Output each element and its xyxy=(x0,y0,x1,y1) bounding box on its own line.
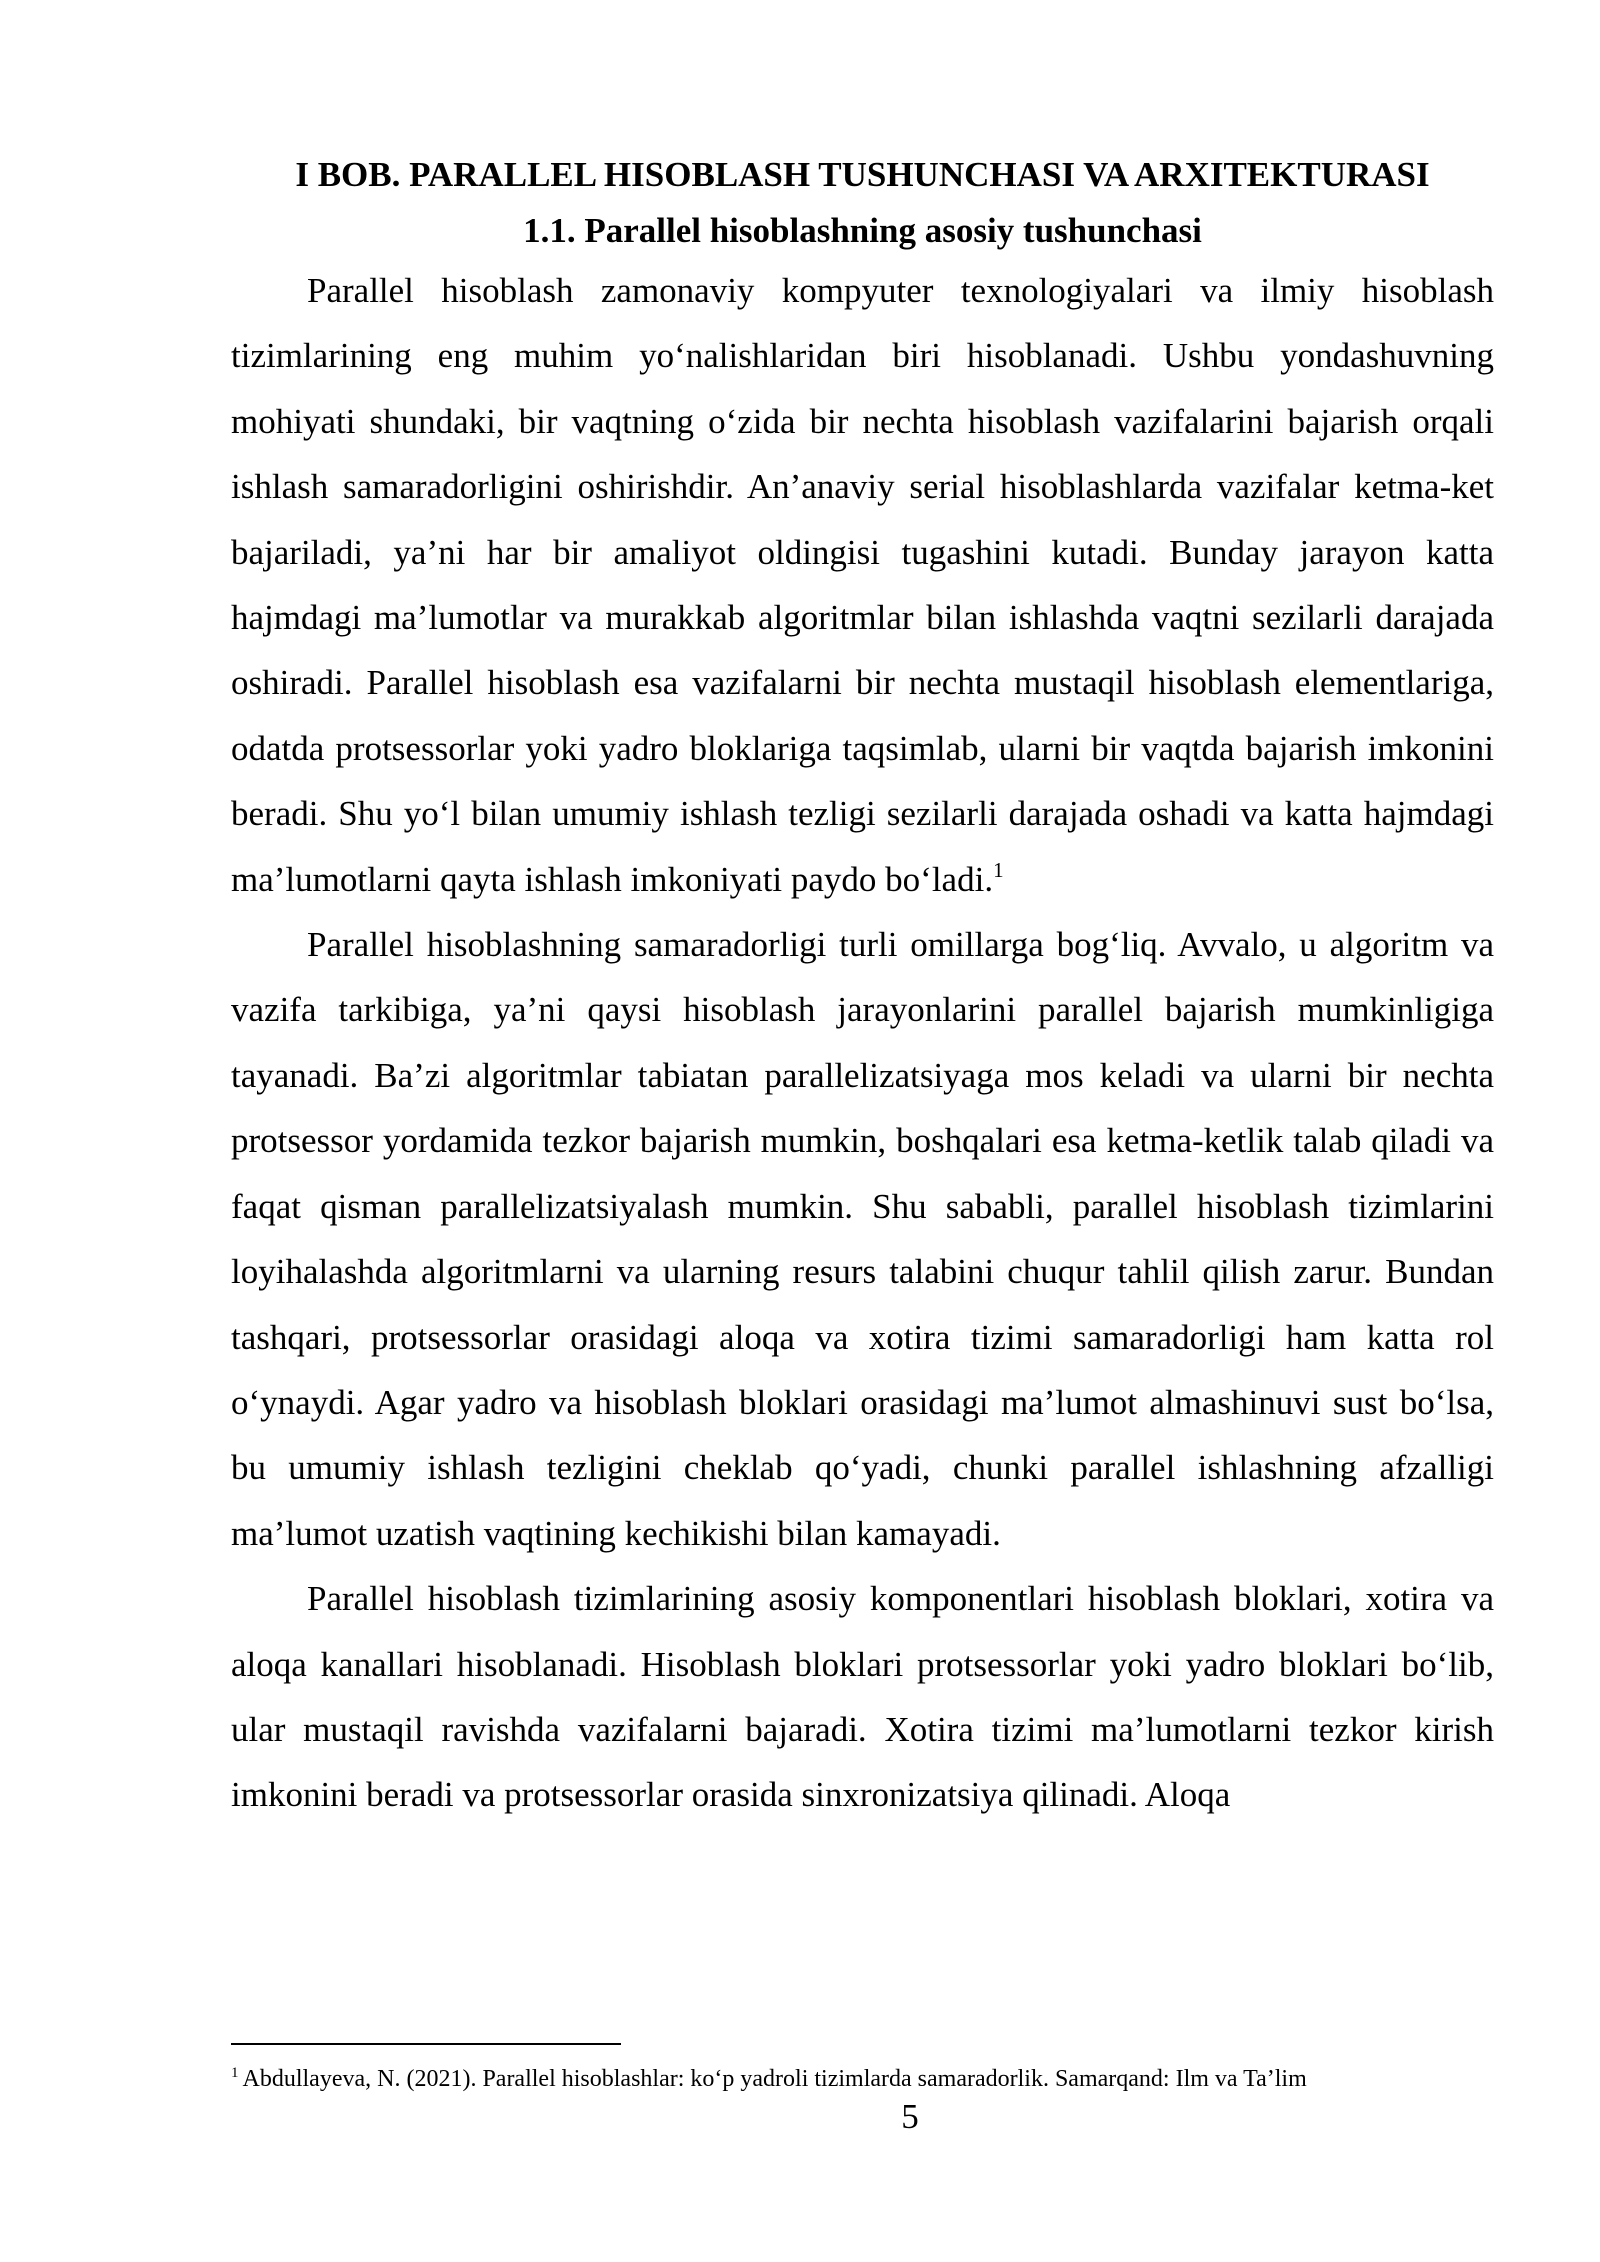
footnote-text: Abdullayeva, N. (2021). Parallel hisoblashlar: ko‘p yadroli tizimlarda samaradorlik. Samarqand: Ilm va Ta’lim xyxy=(242,2066,1307,2092)
paragraph-3-text: Parallel hisoblash tizimlarining asosiy komponentlari hisoblash bloklari, xotira va aloqa kanallari hisoblanadi. Hisoblash bloklari protsessorlar yoki yadro bloklari bo‘lib, ular mustaqil ravishda vazifalarni bajaradi. Xotira tizimi ma’lumotlarni tezkor kirish imkonini beradi va protsessorlar orasida sinxronizatsiya qilinadi. Aloqa xyxy=(231,1579,1494,1815)
page-body xyxy=(231,148,1494,1828)
paragraph-2-text: Parallel hisoblashning samaradorligi turli omillarga bog‘liq. Avvalo, u algoritm va vazifa tarkibiga, ya’ni qaysi hisoblash jarayonlarini parallel bajarish mumkinligiga tayanadi. Ba’zi algoritmlar tabiatan parallelizatsiyaga mos keladi va ularni bir nechta protsessor yordamida tezkor bajarish mumkin, boshqalari esa ketma-ketlik talab qiladi va faqat qisman parallelizatsiyalash mumkin. Shu sababli, parallel hisoblash tizimlarini loyihalashda algoritmlarni va ularning resurs talabini chuqur tahlil qilish zarur. Bundan tashqari, protsessorlar orasidagi aloqa va xotira tizimi samaradorligi ham katta rol o‘ynaydi. Agar yadro va hisoblash bloklari orasidagi ma’lumot almashinuvi sust bo‘lsa, bu umumiy ishlash tezligini cheklab qo‘yadi, chunki parallel ishlashning afzalligi ma’lumot uzatish vaqtining kechikishi bilan kamayadi. xyxy=(231,925,1494,1553)
paragraph-1 xyxy=(231,258,1494,912)
footnote-reference[interactable]: 1 xyxy=(993,857,1004,882)
footnote xyxy=(231,2064,1531,2094)
paragraph-2 xyxy=(231,912,1494,1566)
section-title: 1.1. Parallel hisoblashning asosiy tushunchasi xyxy=(523,211,1202,250)
paragraph-3 xyxy=(231,1566,1494,1828)
paragraph-1-text: Parallel hisoblash zamonaviy kompyuter texnologiyalari va ilmiy hisoblash tizimlarining eng muhim yo‘nalishlaridan biri hisoblanadi. Ushbu yondashuvning mohiyati shundaki, bir vaqtning o‘zida bir nechta hisoblash vazifalarini bajarish orqali ishlash samaradorligini oshirishdir. An’anaviy serial hisoblashlarda vazifalar ketma-ket bajariladi, ya’ni har bir amaliyot oldingisi tugashini kutadi. Bunday jarayon katta hajmdagi ma’lumotlar va murakkab algoritmlar bilan ishlashda vaqtni sezilarli darajada oshiradi. Parallel hisoblash esa vazifalarni bir nechta mustaqil hisoblash elementlariga, odatda protsessorlar yoki yadro bloklariga taqsimlab, ularni bir vaqtda bajarish imkonini beradi. Shu yo‘l bilan umumiy ishlash tezligi sezilarli darajada oshadi va katta hajmdagi ma’lumotlarni qayta ishlash imkoniyati paydo bo‘ladi. xyxy=(231,271,1494,899)
footnote-number: 1 xyxy=(231,2065,239,2081)
page-number: 5 xyxy=(901,2097,919,2136)
chapter-title: I BOB. PARALLEL HISOBLASH TUSHUNCHASI VA ARXITEKTURASI xyxy=(295,155,1430,194)
footnote-separator xyxy=(231,2043,621,2045)
